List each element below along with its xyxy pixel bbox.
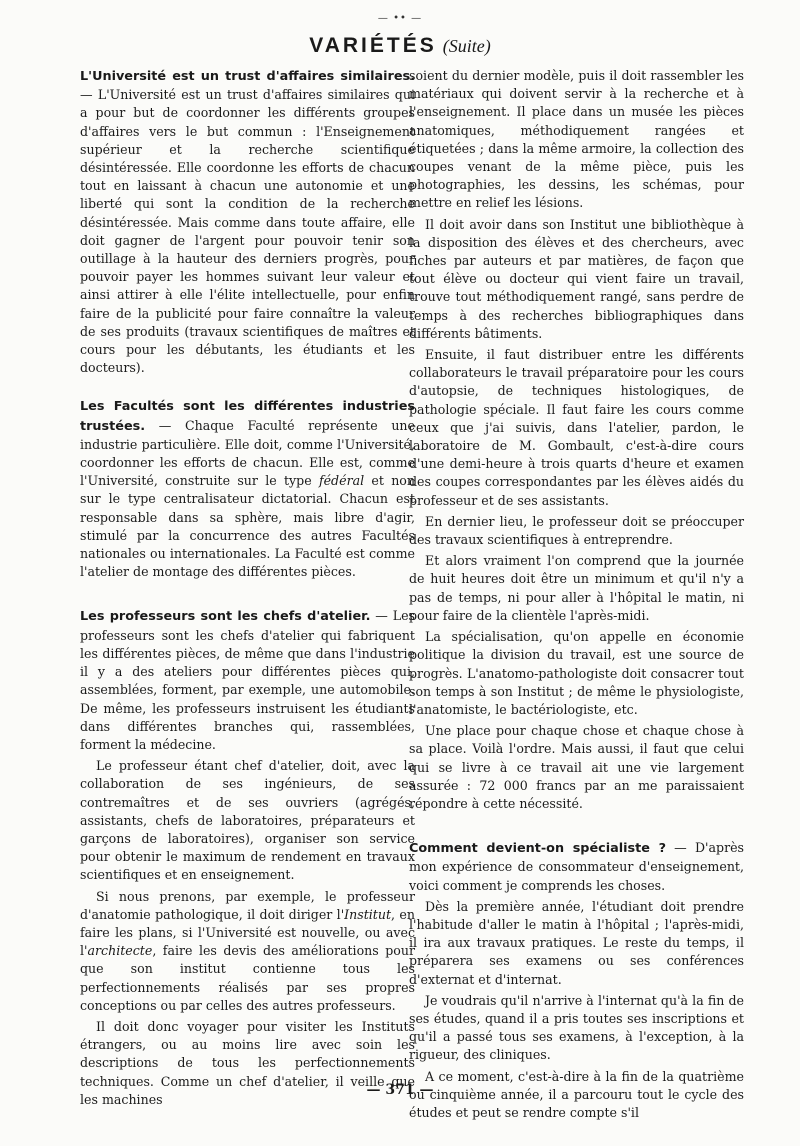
body-si-a: Si nous prenons, par exemple, le professeur d'anatomie pathologique, il doit diriger l' — [80, 888, 415, 922]
heading-universite: L'Université est un trust d'affaires similaires. — [80, 69, 415, 84]
page-number: — 371 — — [366, 1082, 434, 1098]
paragraph-facultes — [80, 397, 415, 581]
paragraph-continuation: soient du dernier modèle, puis il doit rassembler les matériaux qui doivent servir à la recherche et à l'enseignement. Il place dans un musée les pièces anatomiques, méthodiquement rangées et étiquetées ; dans la même armoire, la collection des coupes venant de la même pièce, puis les photographies, les dessins, les schémas, pour mettre en relief les lésions. — [409, 68, 744, 211]
paragraph-voyager: Il doit donc voyager pour visiter les Instituts étrangers, ou au moins lire avec soin les descriptions de tous les perfectionnements techniques. Comme un chef d'atelier, il veille que les machines — [80, 1018, 415, 1107]
body-professeurs: — Les professeurs sont les chefs d'atelier qui fabriquent les différentes pièces, de même que dans l'industrie il y a des ateliers pour différentes pièces qui, assemblées, forment, par exemple, une automobile. De même, les professeurs instruisent les étudiants dans différentes branches qui, rassemblées, forment la médecine. — [80, 608, 416, 752]
section-subtitle: (Suite) — [442, 36, 491, 56]
body-facultes-b: et non sur le type centralisateur dictatorial. Chacun est responsable dans sa sphère, mais libre d'agir, stimulé par la concurrence des autres Facultés nationales ou internationales. La Faculté est comme l'atelier de montage des différentes pièces. — [80, 473, 415, 580]
section-header — [0, 33, 800, 60]
heading-specialiste: Comment devient-on spécialiste ? — [409, 841, 666, 857]
body-facultes-a: — Chaque Faculté représente une industrie particulière. Elle doit, comme l'Université, coordonner les efforts de chacun. Elle est, comme l'Université, construite sur le type — [80, 417, 415, 489]
section-title: VARIÉTÉS — [309, 34, 437, 57]
paragraph-ensuite: Ensuite, il faut distribuer entre les différents collaborateurs le travail préparatoire pour les cours d'autopsie, de techniques histologiques, de pathologie spéciale. Il faut faire les cours comme ceux que j'ai suivis, dans l'atelier, pardon, le laboratoire de M. Gombault, c'est-à-dire cours d'une demi-heure à trois quarts d'heure et examen des coupes correspondantes par les élèves aidés du professeur et de ses assistants. — [409, 347, 744, 508]
paragraph-je-voudrais: Je voudrais qu'il n'arrive à l'internat qu'à la fin de ses études, quand il a pris toutes ses inscriptions et qu'il a passé tous ses examens, à l'exception, à la rigueur, des cliniques. — [409, 992, 744, 1063]
body-si-b: , en faire les plans, si l'Université est nouvelle, ou avec l' — [80, 906, 415, 959]
paragraph-bibliotheque: Il doit avoir dans son Institut une bibliothèque à la disposition des élèves et des chercheurs, avec fiches par auteurs et par matières, de façon que tout élève ou docteur qui vient faire un travail, trouve tout méthodiquement rangé, sans perdre de temps à des recherches bibliographiques dans différents bâtiments. — [409, 216, 744, 341]
body-specialiste: — D'après mon expérience de consommateur d'enseignement, voici comment je comprends les choses. — [409, 840, 745, 893]
body-facultes-italic: fédéral — [318, 473, 365, 489]
paragraph-specialisation: La spécialisation, qu'on appelle en économie politique la division du travail, est une source de progrès. L'anatomo-pathologiste doit consacrer tout son temps à son Institut ; de même le physiologiste, l'anatomiste, le bactériologiste, etc. — [409, 629, 744, 717]
paragraph-universite — [80, 67, 415, 377]
paragraph-specialiste — [409, 839, 744, 895]
paragraph-si-nous-prenons — [80, 888, 415, 1015]
body-si-italic-architecte: architecte — [87, 943, 153, 959]
paragraph-dernier-lieu: En dernier lieu, le professeur doit se préoccuper des travaux scientifiques à entreprendre. — [409, 513, 744, 548]
paragraph-professeurs — [80, 607, 415, 754]
heading-professeurs: Les professeurs sont les chefs d'atelier. — [80, 609, 371, 625]
paragraph-chef-atelier: Le professeur étant chef d'atelier, doit, avec la collaboration de ses ingénieurs, de ses contremaîtres et de ses ouvriers (agrégés, assistants, chefs de laboratoires, préparateurs et garçons de laboratoires), organiser son service pour obtenir le maximum de rendement en travaux scientifiques et en enseignement. — [80, 758, 415, 883]
paragraph-a-ce-moment: A ce moment, c'est-à-dire à la fin de la quatrième ou cinquième année, il a parcouru tout le cycle des études et peut se rendre compte s'il — [409, 1068, 744, 1120]
body-si-italic-institut: Institut — [344, 906, 392, 922]
paragraph-premiere-annee: Dès la première année, l'étudiant doit prendre l'habitude d'aller le matin à l'hôpital ; l'après-midi, il ira aux travaux pratiques. Le reste du temps, il préparera ses examens ou ses conférences d'externat et d'internat. — [409, 898, 744, 987]
paragraph-et-alors: Et alors vraiment l'on comprend que la journée de huit heures doit être un minimum et qu'il n'y a pas de temps, ni pour aller à l'hôpital le matin, ni pour faire de la clientèle l'après-midi. — [409, 553, 744, 623]
right-column — [409, 67, 745, 1120]
heading-facultes: Les Facultés sont les différentes industries trustées. — [80, 399, 415, 434]
body-si-c: , faire les devis des améliorations pour que son institut contienne tous les perfectionnements réalisés par ses propres conceptions ou par celles des autres professeurs. — [80, 943, 415, 1013]
paragraph-une-place: Une place pour chaque chose et chaque chose à sa place. Voilà l'ordre. Mais aussi, il faut que celui qui se livre à ce travail ait une vie largement assurée : 72 000 francs par an me paraissaient répondre à cette nécessité. — [409, 723, 744, 811]
body-universite: — L'Université est un trust d'affaires similaires qui a pour but de coordonner les différents groupes d'affaires vers le but commun : l'Enseignement supérieur et la recherche scientifique désintéressée. Elle coordonne les efforts de chacun tout en laissant à chacun une autonomie et une liberté qui sont la condition de la recherche désintéressée. Mais comme dans toute affaire, elle doit gagner de l'argent pour pouvoir tenir son outillage à la hauteur des derniers progrès, pour pouvoir payer les hommes suivant leur valeur et ainsi attirer à elle l'élite intellectuelle, pour enfin faire de la publicité pour faire connaître la valeur de ses produits (travaux scientifiques de maîtres et cours pour les débutants, les étudiants et les docteurs). — [80, 87, 415, 376]
header-ornament: — •• — — [377, 13, 423, 24]
